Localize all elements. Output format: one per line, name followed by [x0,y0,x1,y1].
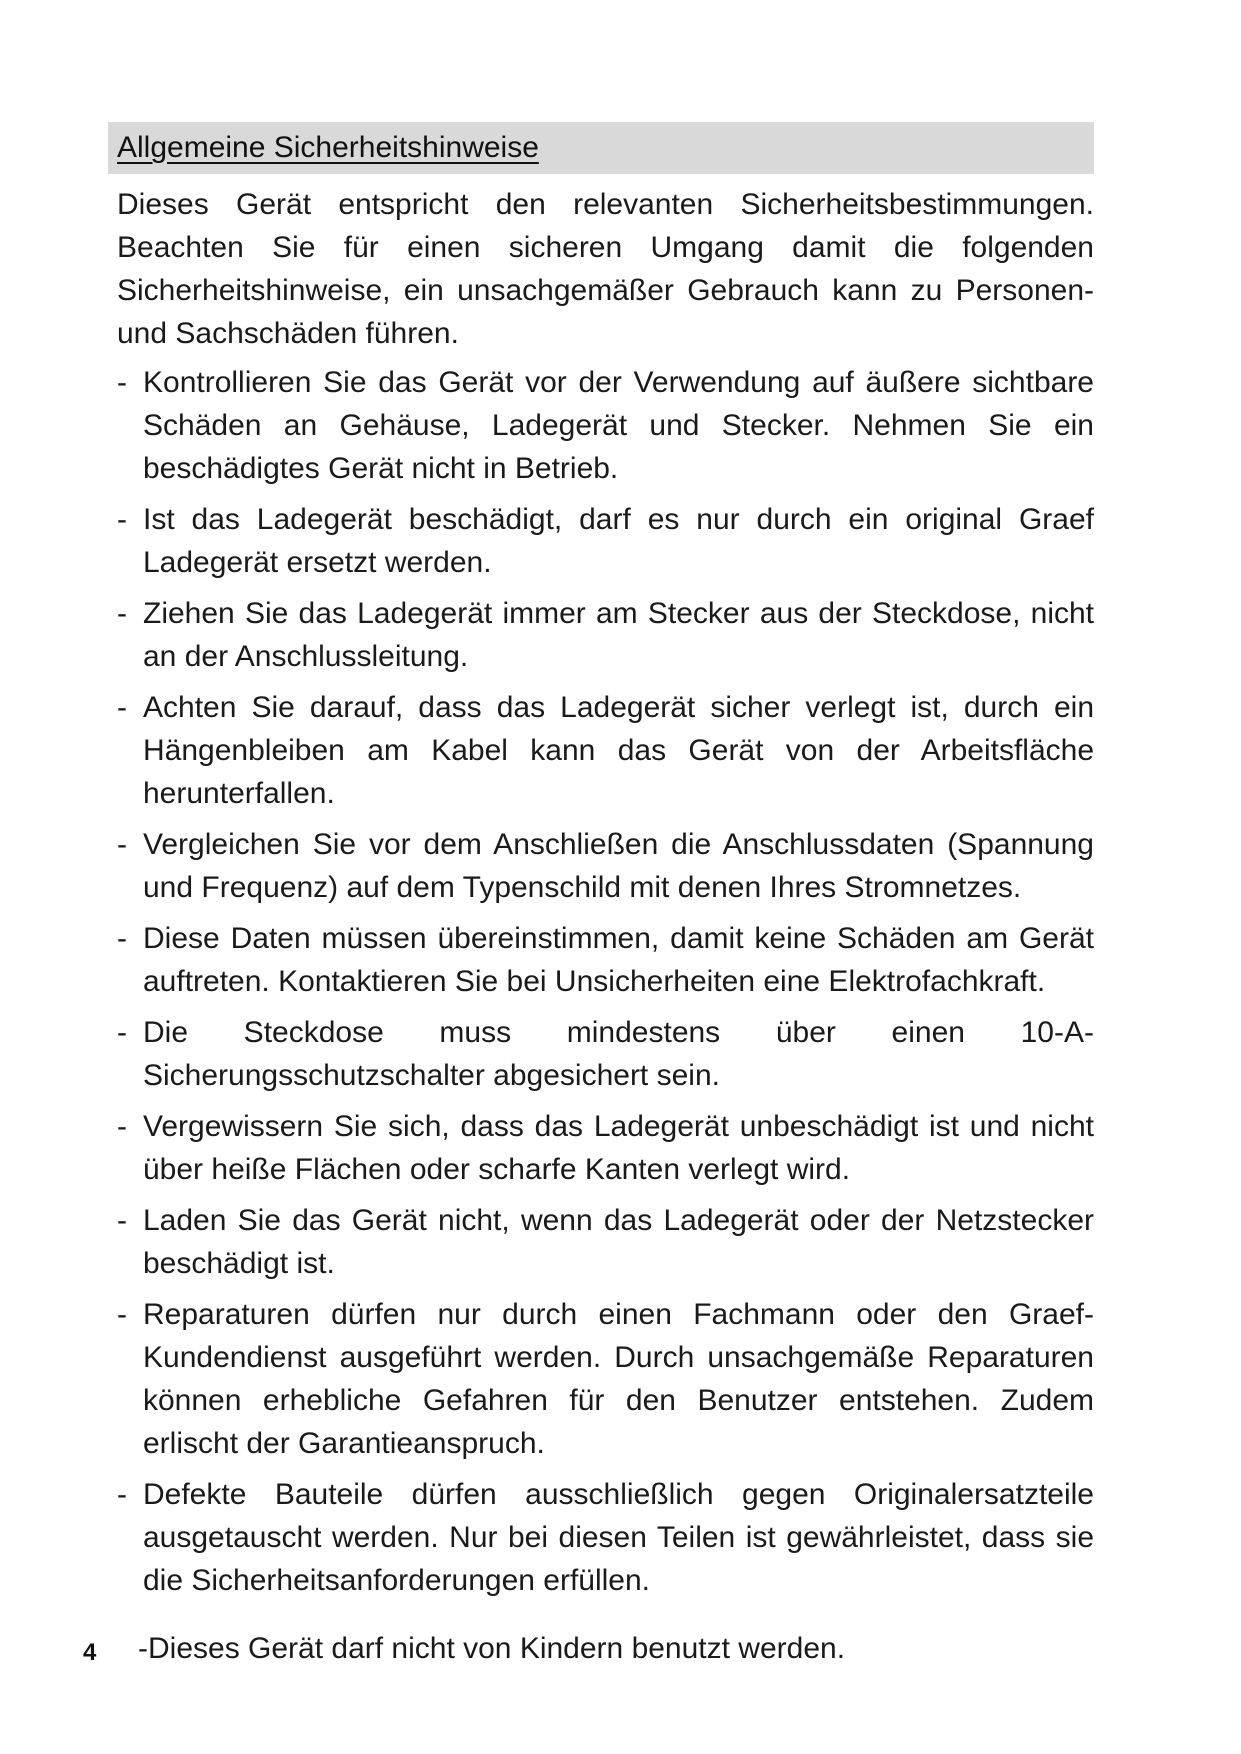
list-item-text: Vergleichen Sie vor dem Anschließen die Anschlussdaten (Spannung und Frequenz) auf dem Typenschild mit denen Ihres Stromnetzes. [143,828,1094,904]
intro-paragraph: Dieses Gerät entspricht den relevanten Sicherheitsbestimmungen. Beachten Sie für einen sicheren Umgang damit die folgenden Sicherheitshinweise, ein unsachgemäßer Gebrauch kann zu Personen- und Sachschäden führen. [117,188,1094,350]
dash-marker: - [117,691,127,724]
dash-marker: - [117,922,127,955]
dash-marker: - [117,1298,127,1331]
safety-instructions-list [117,361,1094,1610]
dash-marker: - [117,1016,127,1049]
list-item [117,917,1094,1003]
section-heading: Allgemeine Sicherheitshinweise [117,131,539,164]
list-item [117,1199,1094,1285]
list-item [117,823,1094,909]
dash-marker: - [117,1204,127,1237]
list-item [117,686,1094,815]
list-item-text: Defekte Bauteile dürfen ausschließlich gegen Originalersatzteile ausgetauscht werden. Nur bei diesen Teilen ist gewährleistet, dass sie die Sicherheitsanforderungen erfüllen. [143,1478,1094,1597]
list-item [117,1473,1094,1602]
dash-marker: - [117,366,127,399]
list-item-text: Diese Daten müssen übereinstimmen, damit keine Schäden am Gerät auftreten. Kontaktieren Sie bei Unsicherheiten eine Elektrofachkraft. [143,922,1094,998]
list-item-text: Ziehen Sie das Ladegerät immer am Stecker aus der Steckdose, nicht an der Anschlussleitung. [143,597,1094,673]
list-item-text: Kontrollieren Sie das Gerät vor der Verwendung auf äußere sichtbare Schäden an Gehäuse, Ladegerät und Stecker. Nehmen Sie ein beschädigtes Gerät nicht in Betrieb. [143,366,1094,485]
dash-marker: - [117,1110,127,1143]
dash-marker: - [117,1478,127,1511]
final-instruction: -Dieses Gerät darf nicht von Kindern benutzt werden. [138,1632,846,1665]
list-item-text: Vergewissern Sie sich, dass das Ladegerät unbeschädigt ist und nicht über heiße Flächen oder scharfe Kanten verlegt wird. [143,1110,1094,1186]
page-number: 4 [83,1639,97,1666]
list-item-text: Achten Sie darauf, dass das Ladegerät sicher verlegt ist, durch ein Hängenbleiben am Kabel kann das Gerät von der Arbeitsfläche herunterfallen. [143,691,1094,810]
dash-marker: - [117,828,127,861]
dash-marker: - [117,597,127,630]
list-item-text: Laden Sie das Gerät nicht, wenn das Ladegerät oder der Netzstecker beschädigt ist. [143,1204,1094,1280]
list-item [117,1105,1094,1191]
list-item [117,361,1094,490]
list-item [117,1011,1094,1097]
dash-marker: - [117,503,127,536]
list-item-text: Ist das Ladegerät beschädigt, darf es nur durch ein original Graef Ladegerät ersetzt werden. [143,503,1094,579]
list-item-text: Die Steckdose muss mindestens über einen 10-A-Sicherungsschutzschalter abgesichert sein. [143,1016,1094,1092]
list-item [117,1293,1094,1465]
list-item [117,592,1094,678]
list-item-text: Reparaturen dürfen nur durch einen Fachmann oder den Graef-Kundendienst ausgeführt werden. Durch unsachgemäße Reparaturen können erhebliche Gefahren für den Benutzer entstehen. Zudem erlischt der Garantieanspruch. [143,1298,1094,1460]
list-item [117,498,1094,584]
